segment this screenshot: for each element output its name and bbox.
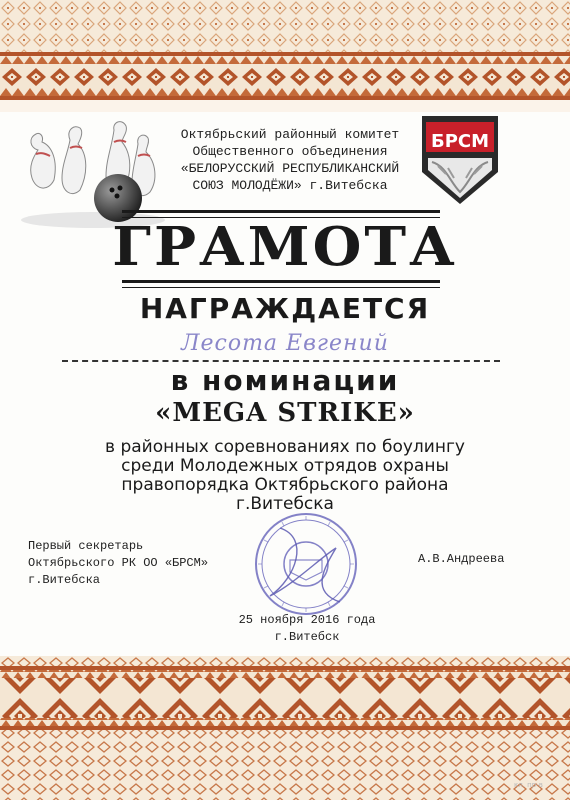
signatory-position — [28, 538, 258, 589]
description-line: в районных соревнованиях по боулингу — [105, 437, 465, 457]
description-line: г.Витебска — [236, 494, 334, 514]
recipient-line — [62, 360, 500, 362]
org-line: Октябрьский районный комитет — [180, 127, 400, 142]
official-stamp — [250, 508, 362, 618]
position-line: Первый секретарь — [28, 539, 144, 553]
position-line: Октябрьского РК ОО «БРСМ» — [28, 556, 209, 570]
certificate-title: ГРАМОТА — [112, 215, 458, 279]
corner-mark: кл. пр-в — [514, 781, 543, 789]
awarded-heading: НАГРАЖДАЕТСЯ — [139, 292, 431, 325]
issue-place: г.Витебск — [274, 630, 340, 644]
title-bottom-rule-thin — [122, 287, 440, 288]
org-line: «БЕЛОРУССКИЙ РЕСПУБЛИКАНСКИЙ — [180, 161, 400, 176]
issue-date: 25 ноября 2016 года — [238, 613, 376, 627]
top-ornament-band — [0, 0, 570, 112]
nomination-name: «MEGA STRIKE» — [155, 398, 415, 428]
recipient-name: Лесота Евгений — [181, 331, 389, 356]
org-line: Общественного объединения — [192, 144, 388, 159]
emblem-label: БРСМ — [430, 131, 490, 152]
organization-name — [140, 126, 440, 194]
nomination-label: в номинации — [170, 364, 400, 397]
signatory-name: А.В.Андреева — [418, 552, 505, 566]
title-top-rule — [122, 210, 440, 213]
title-bottom-rule — [122, 280, 440, 283]
brsm-emblem — [418, 112, 502, 208]
org-line: СОЮЗ МОЛОДЁЖИ» г.Витебска — [192, 178, 388, 193]
description-line: среди Молодежных отрядов охраны — [121, 456, 449, 476]
award-description — [40, 438, 530, 514]
position-line: г.Витебска — [28, 573, 101, 587]
issue-date-block — [0, 612, 570, 646]
description-line: правопорядка Октябрьского района — [121, 475, 449, 495]
bottom-ornament-band — [0, 656, 570, 800]
